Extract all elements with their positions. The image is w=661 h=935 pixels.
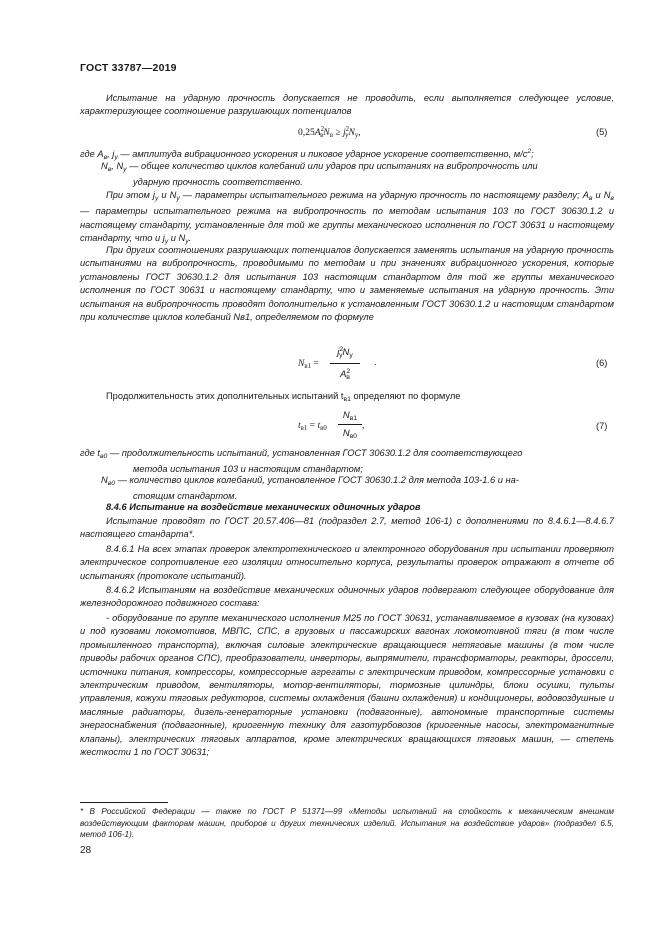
where-5-line-2: $N_в$, $N_y$ — общее количество циклов колебаний или ударов при испытаниях на вибропрочность или ударную прочность соответственно. [101, 161, 538, 188]
equation-6-denominator: $A^2_в$ [340, 368, 351, 381]
equation-6-numerator: $j^2_yN_y$ [337, 346, 353, 359]
equation-7-number: (7) [596, 421, 608, 431]
paragraph-test-basis: Испытание проводят по ГОСТ 20.57.406—81 (подраздел 2.7, метод 106-1) с дополнениями по 8.4.6.1—8.4.6.7 настоящего стандарта*. [80, 516, 614, 540]
section-8-4-6-title: 8.4.6 Испытание на воздействие механических одиночных ударов [106, 502, 421, 512]
footnote: * В Российской Федерации — также по ГОСТ Р 51371—99 «Методы испытаний на стойкость к механическим внешним воздействующим факторам машин, приборов и других технических изделий. Испытания на воздействие ударов» (подраздел 6.5, метод 106-1). [80, 807, 614, 840]
paragraph-shock-test-condition: Испытание на ударную прочность допускается не проводить, если выполняется следующее условие, характеризующее соотношение разрушающих потенциалов [80, 93, 614, 117]
where-7-line-1: где $t_{в0}$ — продолжительность испытаний, установленная ГОСТ 30630.1.2 для соответствующего метода испытания 103 и настоящим стандартом; [80, 448, 523, 475]
paragraph-8-4-6-1: 8.4.6.1 На всех этапах проверок электротехнического и электронного оборудования при испытании проверяют электрическое сопротивление его изоляции относительно корпуса, результаты проверок отражают в отчете об испытаниях (протоколе испытаний). [80, 544, 614, 581]
footnote-separator [80, 802, 168, 803]
paragraph-8-4-6-2: 8.4.6.2 Испытаниям на воздействие механических одиночных ударов подвергают следующее оборудование для железнодорожного подвижного состава: [80, 585, 614, 609]
where-7-line-2: $N_{в0}$ — количество циклов колебаний, установленное ГОСТ 30630.1.2 для метода 103-1.6 и на- стоящим стандартом. [101, 475, 519, 502]
equation-5: $0,25A^2_вN_в \ge j^2_yN_y$, [298, 126, 361, 139]
equation-6-fraction-bar [330, 363, 360, 364]
equation-6-lhs: $N_{в1}$ = [298, 358, 319, 370]
equation-7-numerator: $N_{в1}$ [342, 409, 358, 422]
where-5-line-1: где $A_в$, $j_y$ — амплитуда вибрационного ускорения и пиковое ударное ускорение соответственно, $м/с^2$; [80, 148, 534, 161]
list-item-m25-equipment: - оборудование по группе механического исполнения М25 по ГОСТ 30631, устанавливаемое в кузовах (на кузовах) и под кузовами локомотивов, МВПС, СПС, в грузовых и пассажирских вагонах локомотивной тяги (в том числе промышленного транспорта), включая силовые электрические вращающиеся нетяговые машины (в том числе приводы рабочих органов СПС), преобразователи, инверторы, выпрямители, трансформаторы, реакторы, дроссели, источники питания, компрессоры, компрессорные агрегаты с электрическим приводом, компрессорные установки с электрическим приводом, вентиляторы, мотор-вентиляторы, тормозные цилиндры, блоки осушки, пульты управления, кожухи тяговых редукторов, системы охлаждения (башни охлаждения) и кондиционеры, водовоздушные и масляные радиаторы, дизель-генераторные установки (подвагонные), автономные транспортные системы энергоснабжения (подвагонные), криогенную технику для газотурбовозов (криогенные насосы, электромагнитные клапаны), электрических тяговых аппаратов, кроме электрических вращающихся тяговых машин, — степень жесткости 1 по ГОСТ 30631; [80, 613, 614, 758]
document-header: ГОСТ 33787—2019 [80, 62, 177, 74]
equation-5-number: (5) [596, 127, 608, 137]
equation-7-denominator: $N_{в0}$ [342, 427, 358, 440]
equation-7-tail: , [362, 420, 365, 431]
paragraph-duration: Продолжительность этих дополнительных испытаний $t_{в1}$ определяют по формуле [106, 391, 461, 403]
equation-7-lhs: $t_{в1} = t_{в0}$ [298, 420, 327, 432]
page-number: 28 [80, 845, 92, 856]
paragraph-substitute-tests: При других соотношениях разрушающих потенциалов допускается заменять испытания на ударную прочность испытаниями на вибропрочность, проводимыми по методам и при значениях вибрационного ускорения, которые установлены ГОСТ 30630.1.2 для испытания 103 настоящим стандартом для той же группы механического исполнения по ГОСТ 30631 и настоящему стандарту, что и заменяемые испытания на ударную прочность. Эти испытания на вибропрочность проводят дополнительно к установленным ГОСТ 30630.1.2 и настоящим стандартом при количестве циклов колебаний Nв1, определяемом по формуле [80, 245, 614, 323]
paragraph-parameters: При этом $j_y$ и $N_y$ — параметры испытательного режима на ударную прочность по настоящему разделу; $A_в$ и $N_в$ — параметры испытательного режима на вибропрочность по методам испытания 103 по ГОСТ 30630.1.2 и настоящему стандарту, установленные для той же группы механического исполнения по ГОСТ 30631 и настоящему стандарту, что и $j_y$ и $N_y$. [80, 190, 614, 246]
equation-6-tail: . [374, 357, 377, 368]
equation-6-number: (6) [596, 358, 608, 368]
equation-7-fraction-bar [338, 424, 362, 425]
